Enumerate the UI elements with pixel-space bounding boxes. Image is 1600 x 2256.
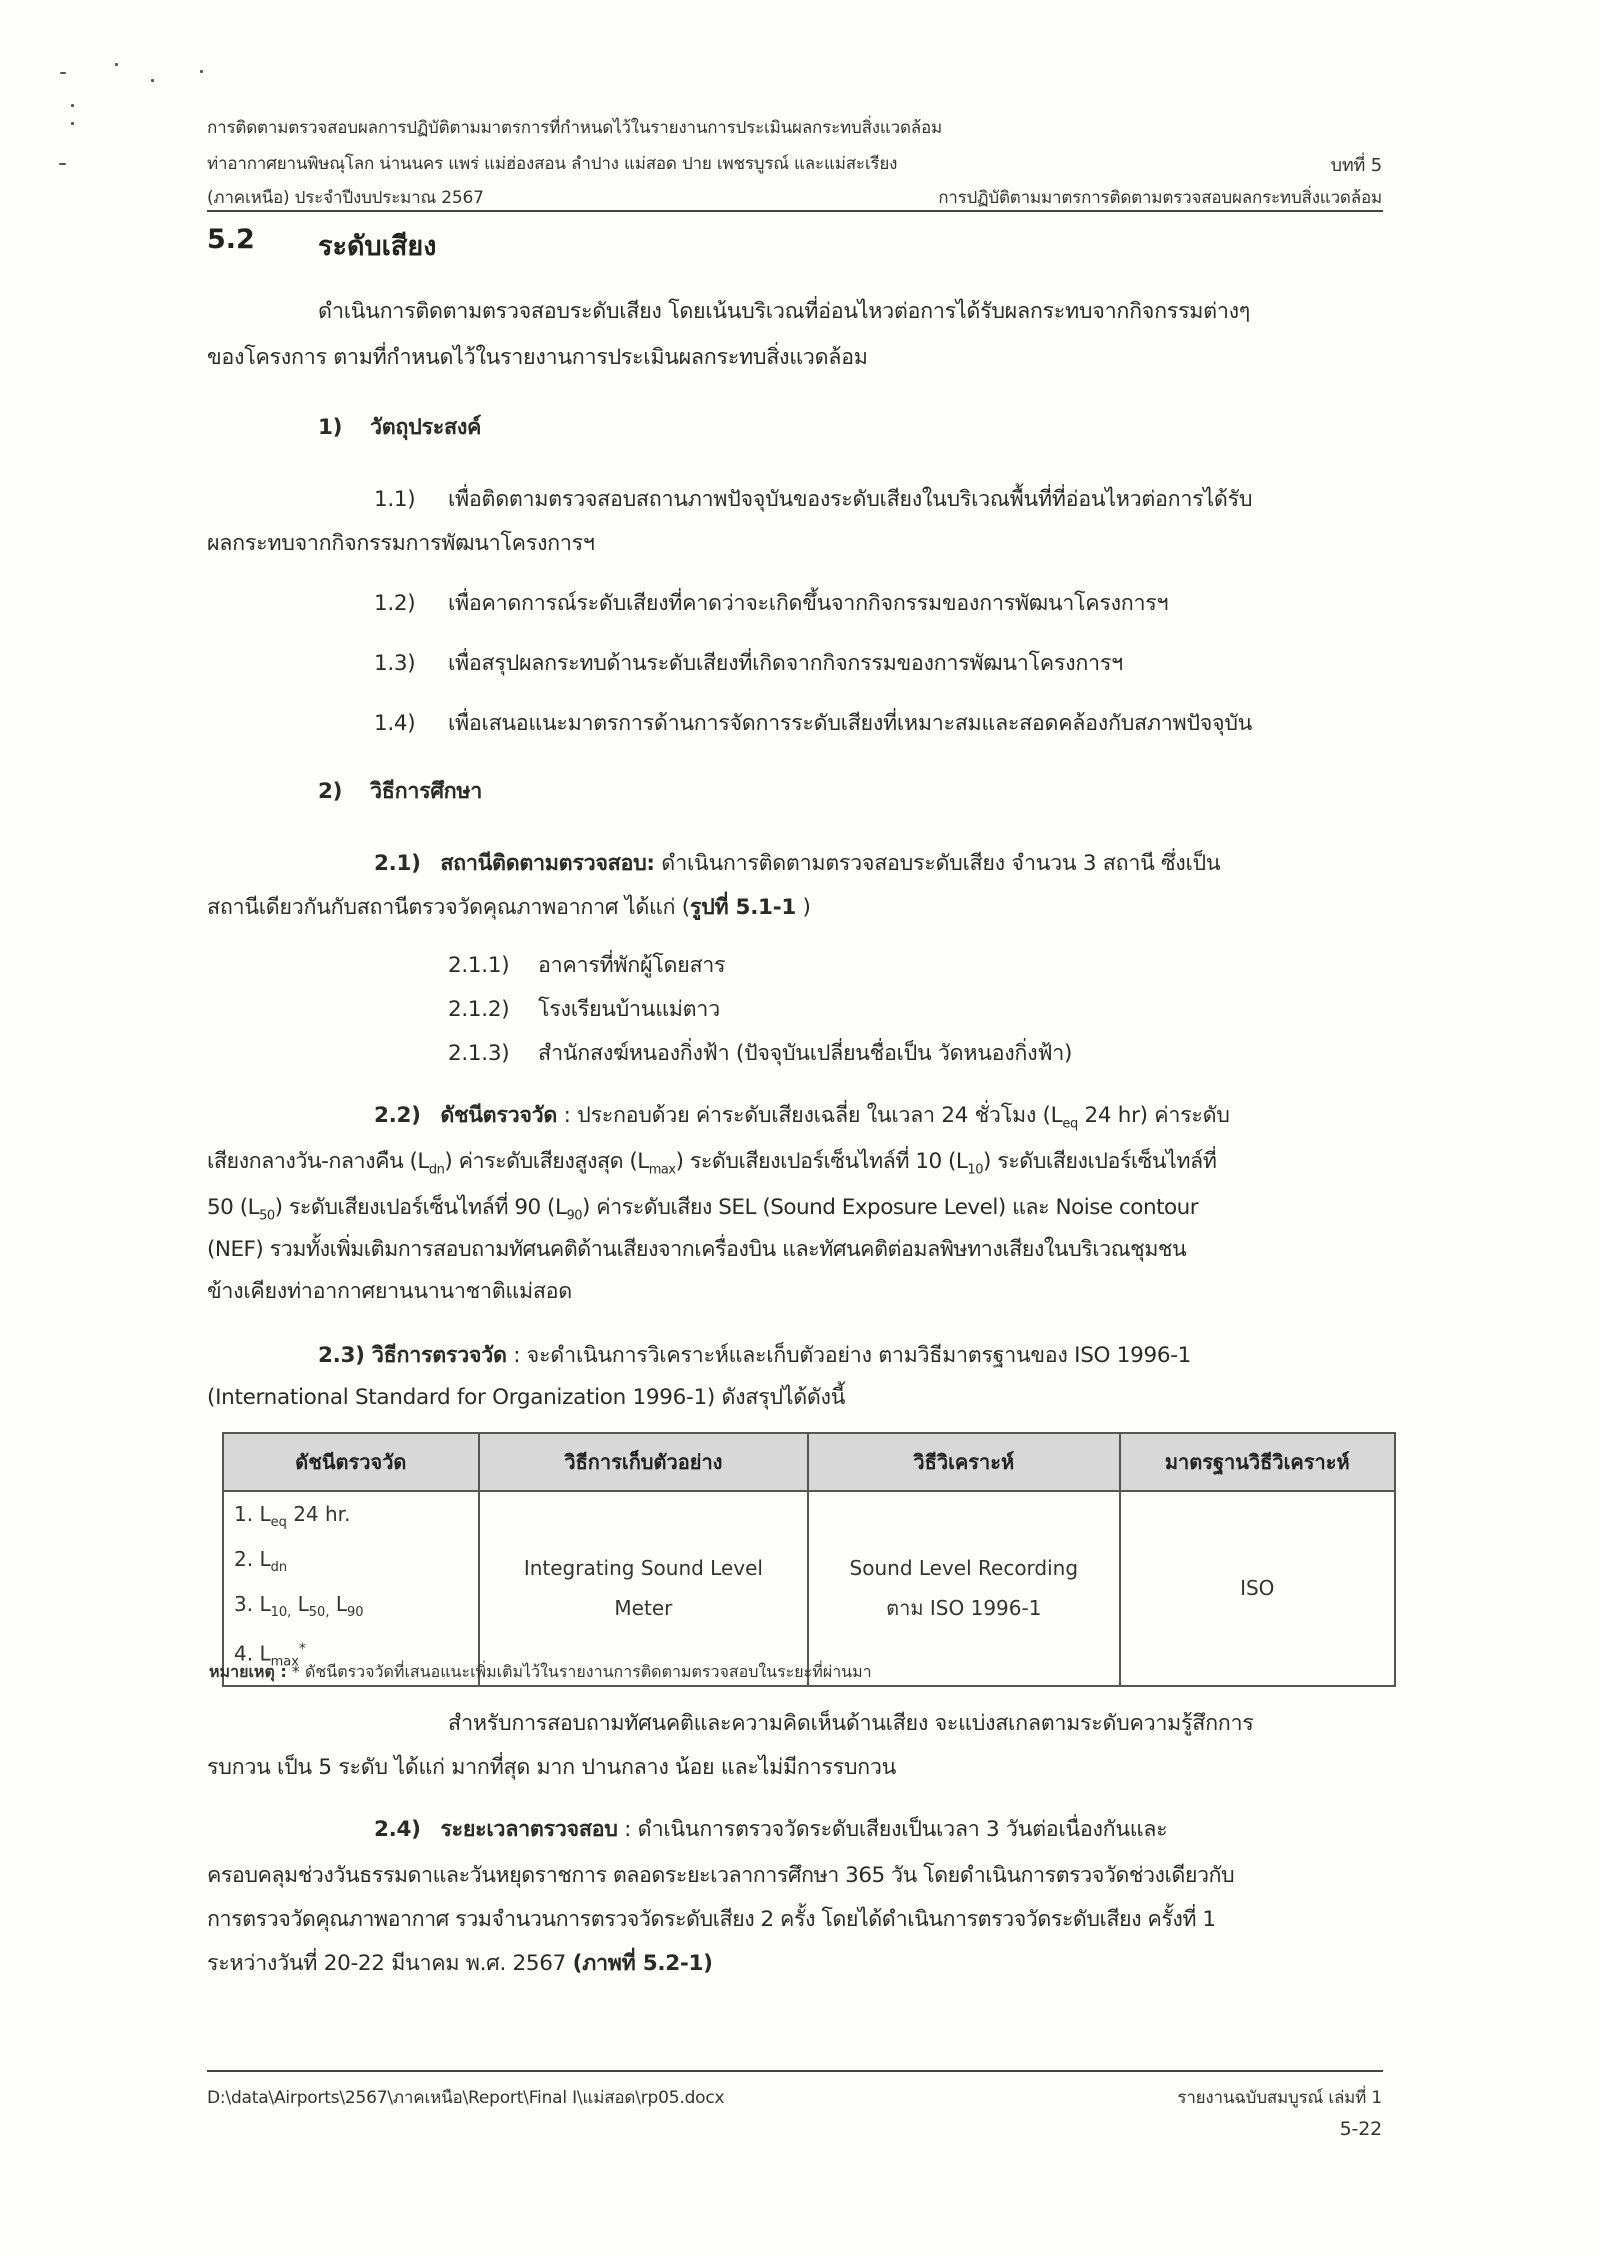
objective-number: 1.3): [374, 651, 416, 676]
figure-reference: รูปที่ 5.1-1: [689, 895, 796, 920]
method-2-3: [318, 1334, 1191, 1378]
text: เสียงกลางวัน-กลางคืน (L: [207, 1149, 429, 1174]
text: 24 hr) ค่าระดับ: [1077, 1103, 1230, 1128]
text: L: [329, 1592, 347, 1616]
column-header: มาตรฐานวิธีวิเคราะห์: [1120, 1433, 1396, 1491]
subscript: eq: [270, 1515, 287, 1530]
method-2-1-text: ดำเนินการติดตามตรวจสอบระดับเสียง จำนวน 3 สถานี ซึ่งเป็น: [654, 851, 1221, 876]
text: 4. L: [234, 1641, 271, 1666]
text: : ประกอบด้วย ค่าระดับเสียงเฉลี่ย ในเวลา 24 ชั่วโมง (L: [557, 1103, 1063, 1128]
index-item: [234, 1586, 468, 1631]
method-2-2-line-1: [374, 1094, 1230, 1146]
column-header: วิธีการเก็บตัวอย่าง: [479, 1433, 808, 1491]
objective-text: เพื่อคาดการณ์ระดับเสียงที่คาดว่าจะเกิดขึ้นจากกิจกรรมของการพัฒนาโครงการฯ: [448, 591, 1169, 616]
method-2-3-continued: (International Standard for Organization 1996-1) ดังสรุปได้ดังนี้: [207, 1385, 846, 1410]
subscript: 50: [259, 1208, 275, 1224]
header-line-3: (ภาคเหนือ) ประจำปีงบประมาณ 2567: [207, 188, 484, 208]
station-number: 2.1.2): [448, 997, 510, 1022]
text: 1. L: [234, 1502, 271, 1526]
text: ) ระดับเสียงเปอร์เซ็นไทล์ที่: [982, 1149, 1217, 1174]
note-label: หมายเหตุ :: [209, 1662, 287, 1681]
methods-heading: วิธีการศึกษา: [370, 779, 483, 804]
subscript: dn: [428, 1162, 445, 1178]
figure-reference: (ภาพที่ 5.2-1): [572, 1951, 713, 1976]
survey-line-1: สำหรับการสอบถามทัศนคติและความคิดเห็นด้านเสียง จะแบ่งสเกลตามระดับความรู้สึกการ: [448, 1711, 1254, 1736]
text: L: [291, 1592, 309, 1616]
text: ) ค่าระดับเสียงสูงสุด (L: [444, 1149, 649, 1174]
text: 3. L: [234, 1592, 271, 1616]
scan-speck: [71, 122, 74, 125]
method-2-1-continued: [207, 886, 811, 930]
measurement-methods-table: [222, 1432, 1396, 1687]
method-2-1: [374, 842, 1220, 886]
footer-rule: [207, 2070, 1383, 2072]
column-header: ดัชนีตรวจวัด: [223, 1433, 479, 1491]
text: ) ระดับเสียงเปอร์เซ็นไทล์ที่ 10 (L: [675, 1149, 968, 1174]
station-name: อาคารที่พักผู้โดยสาร: [538, 953, 726, 978]
header-line-1: การติดตามตรวจสอบผลการปฏิบัติตามมาตรการที่กำหนดไว้ในรายงานการประเมินผลกระทบสิ่งแวดล้อม: [207, 118, 943, 138]
header-line-2: ท่าอากาศยานพิษณุโลก น่านนคร แพร่ แม่ฮ่องสอน ลำปาง แม่สอด ปาย เพชรบูรณ์ และแม่สะเรียง: [207, 154, 898, 174]
method-2-1-cont-close: ): [796, 895, 811, 920]
method-2-4-text: : ดำเนินการตรวจวัดระดับเสียงเป็นเวลา 3 วันต่อเนื่องกันและ: [617, 1817, 1168, 1842]
report-volume: รายงานฉบับสมบูรณ์ เล่มที่ 1: [1177, 2088, 1382, 2108]
chapter-title: การปฏิบัติตามมาตรการติดตามตรวจสอบผลกระทบสิ่งแวดล้อม: [938, 188, 1382, 208]
method-2-2-line-2: [207, 1140, 1216, 1192]
subscript: 10,: [270, 1605, 292, 1620]
objective-text: เพื่อสรุปผลกระทบด้านระดับเสียงที่เกิดจากกิจกรรมของการพัฒนาโครงการฯ: [448, 651, 1123, 676]
method-2-2-label: ดัชนีตรวจวัด: [440, 1103, 558, 1128]
analysis-method-cell: [808, 1491, 1119, 1686]
objective-number: 1.2): [374, 591, 416, 616]
analysis-method-line: Sound Level Recording: [849, 1556, 1079, 1581]
asterisk: *: [298, 1641, 306, 1657]
objective-number: 1.1): [374, 487, 416, 512]
method-2-2-line-4: (NEF) รวมทั้งเพิ่มเติมการสอบถามทัศนคติด้านเสียงจากเครื่องบิน และทัศนคติต่อมลพิษทางเสียงในบริเวณชุมชน: [207, 1237, 1187, 1262]
scan-speck: [200, 70, 203, 73]
objective-text-continued: ผลกระทบจากกิจกรรมการพัฒนาโครงการฯ: [207, 531, 595, 556]
objective-number: 1.4): [374, 711, 416, 736]
index-item: [234, 1541, 468, 1586]
subscript: 50,: [308, 1605, 330, 1620]
objective-text: เพื่อติดตามตรวจสอบสถานภาพปัจจุบันของระดับเสียงในบริเวณพื้นที่ที่อ่อนไหวต่อการได้รับ: [448, 487, 1253, 512]
method-2-4: [374, 1808, 1167, 1852]
text: ) ค่าระดับเสียง SEL (Sound Exposure Level) และ Noise contour: [581, 1195, 1199, 1220]
subscript: max: [648, 1162, 676, 1178]
section-title: ระดับเสียง: [318, 231, 437, 262]
header-rule: [207, 210, 1383, 212]
file-path: D:\data\Airports\2567\ภาคเหนือ\Report\Final I\แม่สอด\rp05.docx: [207, 2088, 725, 2108]
chapter-number: บทที่ 5: [1330, 155, 1382, 176]
method-2-4-label: ระยะเวลาตรวจสอบ: [440, 1817, 618, 1842]
indices-cell: [223, 1491, 479, 1686]
station-name: โรงเรียนบ้านแม่ตาว: [538, 997, 720, 1022]
method-2-3-text: : จะดำเนินการวิเคราะห์และเก็บตัวอย่าง ตามวิธีมาตรฐานของ ISO 1996-1: [506, 1343, 1192, 1368]
subscript: 90: [346, 1605, 364, 1620]
section-number: 5.2: [207, 224, 255, 255]
scan-speck: [60, 72, 66, 74]
method-2-1-label: สถานีติดตามตรวจสอบ:: [440, 851, 655, 876]
intro-line-2: ของโครงการ ตามที่กำหนดไว้ในรายงานการประเมินผลกระทบสิ่งแวดล้อม: [207, 345, 868, 370]
analysis-method-line: ตาม ISO 1996-1: [886, 1596, 1042, 1621]
scan-speck: [59, 163, 66, 165]
method-2-4-number: 2.4): [374, 1817, 421, 1842]
standard-cell: ISO: [1120, 1491, 1396, 1686]
note-text: * ดัชนีตรวจวัดที่เสนอแนะเพิ่มเติมไว้ในรายงานการติดตามตรวจสอบในระยะที่ผ่านมา: [286, 1662, 872, 1681]
column-header: วิธีวิเคราะห์: [808, 1433, 1119, 1491]
table-row: [223, 1491, 1395, 1686]
method-2-1-number: 2.1): [374, 851, 421, 876]
subscript: 10: [967, 1162, 983, 1178]
scan-speck: [115, 63, 118, 66]
sampling-method-cell: [479, 1491, 808, 1686]
sampling-method-line: Meter: [614, 1596, 673, 1621]
methods-number: 2): [318, 779, 343, 804]
method-2-1-cont-text: สถานีเดียวกันกับสถานีตรวจวัดคุณภาพอากาศ ได้แก่ (: [207, 895, 690, 920]
station-number: 2.1.3): [448, 1041, 510, 1066]
table-note: [209, 1660, 872, 1685]
objective-text: เพื่อเสนอแนะมาตรการด้านการจัดการระดับเสียงที่เหมาะสมและสอดคล้องกับสภาพปัจจุบัน: [448, 711, 1253, 736]
text: 2. L: [234, 1547, 271, 1571]
index-item: [234, 1496, 468, 1541]
sampling-method-line: Integrating Sound Level: [523, 1556, 763, 1581]
survey-line-2: รบกวน เป็น 5 ระดับ ได้แก่ มากที่สุด มาก ปานกลาง น้อย และไม่มีการรบกวน: [207, 1755, 897, 1780]
text: 24 hr.: [286, 1502, 351, 1526]
objectives-number: 1): [318, 415, 343, 440]
page-number: 5-22: [1339, 2118, 1382, 2140]
scan-speck: [71, 104, 74, 107]
subscript: 90: [566, 1208, 582, 1224]
station-number: 2.1.1): [448, 953, 510, 978]
text: ระหว่างวันที่ 20-22 มีนาคม พ.ศ. 2567: [207, 1951, 573, 1976]
subscript: dn: [270, 1560, 288, 1575]
table-header-row: [223, 1433, 1395, 1491]
method-2-2-line-5: ข้างเคียงท่าอากาศยานนานาชาติแม่สอด: [207, 1279, 572, 1304]
objectives-heading: วัตถุประสงค์: [370, 415, 482, 440]
text: ) ระดับเสียงเปอร์เซ็นไทล์ที่ 90 (L: [274, 1195, 567, 1220]
intro-line-1: ดำเนินการติดตามตรวจสอบระดับเสียง โดยเน้นบริเวณที่อ่อนไหวต่อการได้รับผลกระทบจากกิจกรรมต่างๆ: [318, 299, 1251, 324]
scan-speck: [151, 79, 154, 82]
method-2-4-line-3: การตรวจวัดคุณภาพอากาศ รวมจำนวนการตรวจวัดระดับเสียง 2 ครั้ง โดยได้ดำเนินการตรวจวัดระดับเสียง ครั้งที่ 1: [207, 1907, 1216, 1932]
method-2-2-number: 2.2): [374, 1103, 421, 1128]
method-2-3-label: 2.3) วิธีการตรวจวัด: [318, 1343, 507, 1368]
subscript: eq: [1062, 1116, 1078, 1132]
method-2-4-line-4: [207, 1942, 713, 1986]
method-2-4-line-2: ครอบคลุมช่วงวันธรรมดาและวันหยุดราชการ ตลอดระยะเวลาการศึกษา 365 วัน โดยดำเนินการตรวจวัดช่วงเดียวกับ: [207, 1863, 1235, 1888]
text: 50 (L: [207, 1195, 260, 1220]
subscript: max: [270, 1654, 299, 1670]
station-name: สำนักสงฆ์หนองกิ่งฟ้า (ปัจจุบันเปลี่ยนชื่อเป็น วัดหนองกิ่งฟ้า): [538, 1041, 1073, 1066]
